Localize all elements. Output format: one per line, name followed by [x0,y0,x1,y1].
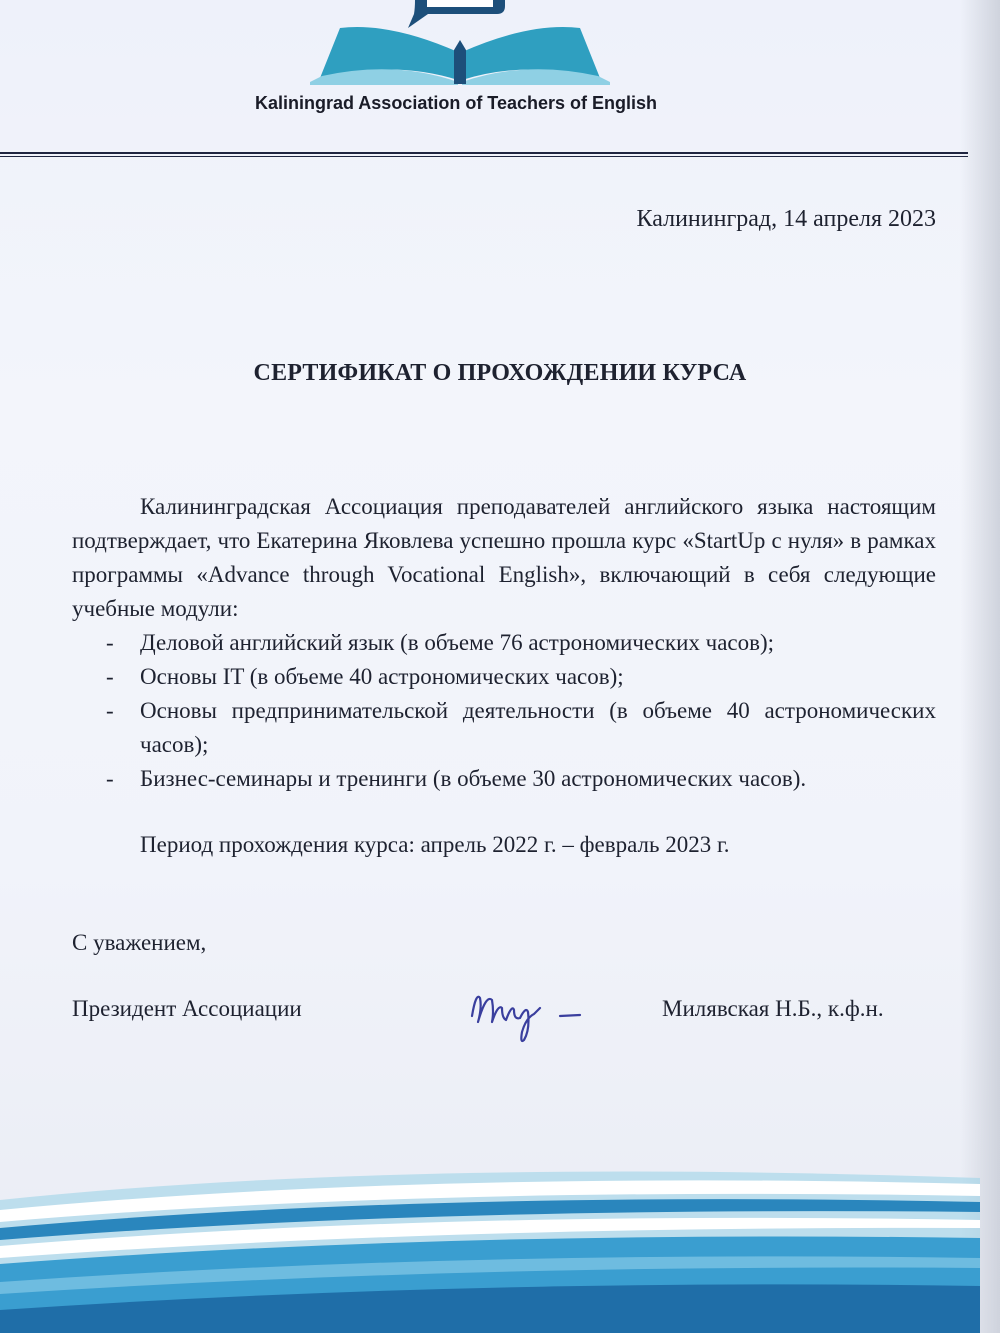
page-edge-shadow [960,0,1000,1333]
module-text: Основы IT (в объеме 40 астрономических часов); [140,664,624,689]
list-dash: - [106,766,114,791]
module-text: Деловой английский язык (в объеме 76 астрономических часов); [140,630,775,655]
header-divider [0,152,968,157]
module-item [72,694,936,762]
handwritten-signature [462,978,592,1048]
association-logo [300,0,620,85]
closing-regards: С уважением, [72,930,207,955]
module-item [72,626,936,660]
module-text: Бизнес-семинары и тренинги (в объеме 30 астрономических часов). [140,766,807,791]
course-period: Период прохождения курса: апрель 2022 г. – февраль 2023 г. [140,832,730,857]
module-text: Основы предпринимательской деятельности (в объеме 40 астрономических часов); [140,698,936,757]
place-date: Калининград, 14 апреля 2023 [636,206,936,232]
intro-paragraph: Калининградская Ассоциация преподавателей английского языка настоящим подтверждает, что Екатерина Яковлева успешно прошла курс «StartUp с нуля» в рамках программы «Advance through Vocational English», включающий в себя следующие учебные модули: [72,494,936,621]
list-dash: - [106,664,114,689]
list-dash: - [106,698,114,723]
module-item [72,660,936,694]
signer-name: Милявская Н.Б., к.ф.н. [662,996,884,1021]
list-dash: - [106,630,114,655]
certificate-body [72,490,936,862]
module-item [72,762,936,796]
association-name: Kaliningrad Association of Teachers of English [254,93,658,113]
signer-position: Президент Ассоциации [72,996,302,1021]
module-list [72,626,936,796]
footer-wave-decoration [0,1150,1000,1333]
certificate-title: СЕРТИФИКАТ О ПРОХОЖДЕНИИ КУРСА [253,360,747,386]
